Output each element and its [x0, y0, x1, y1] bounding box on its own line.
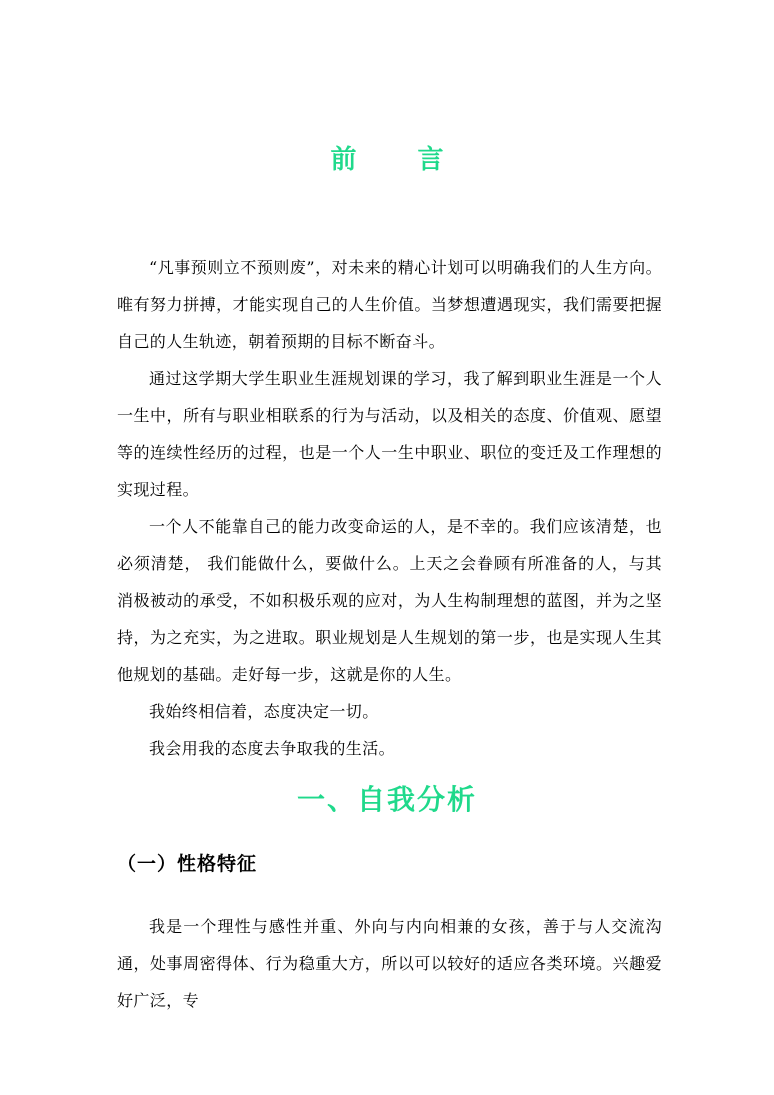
section-body: [117, 908, 662, 1019]
foreword-body: [117, 249, 662, 767]
section-subheading: （一）性格特征: [117, 853, 258, 875]
foreword-paragraph: 我始终相信着，态度决定一切。: [149, 702, 379, 721]
foreword-paragraph: 我会用我的态度去争取我的生活。: [149, 739, 396, 758]
foreword-title: 前 言: [330, 145, 470, 175]
section-paragraph: 我是一个理性与感性并重、外向与内向相兼的女孩，善于与人交流沟通，处事周密得体、行为稳重大方，所以可以较好的适应各类环境。兴趣爱好广泛，专: [117, 917, 662, 1010]
foreword-paragraph: 通过这学期大学生职业生涯规划课的学习，我了解到职业生涯是一个人一生中，所有与职业相联系的行为与活动，以及相关的态度、价值观、愿望等的连续性经历的过程，也是一个人一生中职业、职位的变迁及工作理想的实现过程。: [117, 369, 662, 499]
section-title: 一、自我分析: [296, 783, 477, 816]
foreword-paragraph: “凡事预则立不预则废”，对未来的精心计划可以明确我们的人生方向。唯有努力拼搏，才能实现自己的人生价值。当梦想遭遇现实，我们需要把握自己的人生轨迹，朝着预期的目标不断奋斗。: [117, 258, 662, 351]
foreword-paragraph: 一个人不能靠自己的能力改变命运的人，是不幸的。我们应该清楚，也必须清楚， 我们能做什么，要做什么。上天之会眷顾有所准备的人，与其消极被动的承受，不如积极乐观的应对，为人生构制理想的蓝图，并为之坚持，为之充实，为之进取。职业规划是人生规划的第一步，也是实现人生其他规划的基础。走好每一步，这就是你的人生。: [117, 517, 662, 684]
